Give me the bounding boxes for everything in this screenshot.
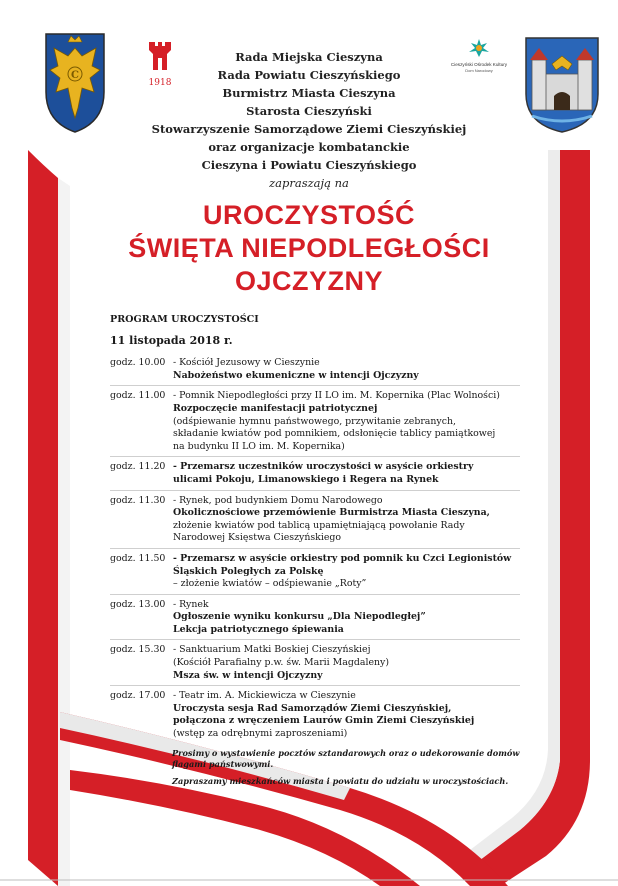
program-item-time: godz. 17.00 (110, 690, 166, 702)
program-item-line: Ogłoszenie wyniku konkursu „Dla Niepodległej” (173, 611, 426, 623)
program-item-time: godz. 13.00 (110, 598, 166, 610)
program-item-time: godz. 15.30 (110, 644, 166, 656)
organizer-line: oraz organizacje kombatanckie (208, 140, 410, 154)
program-item-line: - Przemarsz uczestników uroczystości w asyście orkiestry (173, 461, 474, 473)
program-date: 11 listopada 2018 r. (110, 333, 233, 347)
program-item-line: - Rynek, pod budynkiem Domu Narodowego (173, 494, 383, 506)
organizer-line: Rada Powiatu Cieszyńskiego (217, 68, 401, 82)
organizer-line: Burmistrz Miasta Cieszyna (222, 86, 396, 100)
program-item (110, 548, 520, 594)
program-title: PROGRAM UROCZYSTOŚCI (110, 314, 259, 325)
program-item-line: (odśpiewanie hymnu państwowego, przywitanie zebranych, (173, 415, 456, 427)
organizer-line: Stowarzyszenie Samorządowe Ziemi Cieszyńskiej (151, 122, 467, 136)
program-item (110, 456, 520, 489)
program-item (110, 594, 520, 640)
program-section (110, 314, 520, 793)
program-item (110, 639, 520, 685)
program-item-line: na budynku II LO im. M. Kopernika) (173, 440, 345, 452)
program-item-line: złożenie kwiatów pod tablicą upamiętniającą powołanie Rady (173, 519, 465, 531)
organizer-line: Rada Miejska Cieszyna (235, 50, 383, 64)
program-item (110, 353, 520, 385)
cok-name: Cieszyński Ośrodek Kultury (450, 62, 508, 67)
program-item-line: Lekcja patriotycznego śpiewania (173, 623, 344, 635)
program-item-line: (Kościół Parafialny p.w. św. Marii Magdaleny) (173, 657, 389, 669)
note-invitation: Zapraszamy mieszkańców miasta i powiatu do udziału w uroczystościach. (172, 775, 509, 786)
program-item-line: Rozpoczęcie manifestacji patriotycznej (173, 402, 378, 414)
program-notes (110, 748, 520, 787)
program-item-time: godz. 11.30 (110, 494, 166, 506)
program-item-line: - Przemarsz w asyście orkiestry pod pomnik ku Czci Legionistów (173, 552, 512, 564)
program-list (110, 353, 520, 743)
note-flags: Prosimy o wystawienie pocztów sztandarowych oraz o udekorowanie domów flagami państwowymi. (172, 747, 520, 769)
program-item-line: Śląskich Poległych za Polskę (173, 565, 324, 577)
program-item-line: – złożenie kwiatów – odśpiewanie „Roty” (173, 578, 367, 590)
title-line-2: ŚWIĘTA NIEPODLEGŁOŚCI (128, 233, 490, 263)
program-item-description (173, 461, 520, 486)
program-item-description (173, 690, 520, 740)
program-item-time: godz. 11.20 (110, 461, 166, 473)
program-item-description (173, 599, 520, 637)
program-item-line: Msza św. w intencji Ojczyzny (173, 669, 323, 681)
program-item (110, 385, 520, 456)
program-item-line: - Rynek (173, 598, 209, 610)
program-item-line: ulicami Pokoju, Limanowskiego i Regera na Rynek (173, 473, 439, 485)
title-line-3: OJCZYZNY (234, 266, 384, 296)
program-item-line: Uroczysta sesja Rad Samorządów Ziemi Cieszyńskiej, (173, 702, 452, 714)
program-item-line: (wstęp za odrębnymi zaproszeniami) (173, 728, 348, 740)
cok-subname: Dom Narodowy (465, 68, 493, 73)
program-item-description (173, 390, 520, 453)
program-item-line: Nabożeństwo ekumeniczne w intencji Ojczyzny (173, 369, 419, 381)
organizers-block (0, 48, 618, 192)
program-item-time: godz. 11.50 (110, 552, 166, 564)
invite-text: zapraszają na (269, 176, 349, 190)
program-item-description (173, 553, 520, 591)
program-item-description (173, 495, 520, 545)
program-item-line: - Teatr im. A. Mickiewicza w Cieszynie (173, 690, 356, 702)
event-title (0, 199, 618, 298)
svg-text:C: C (71, 70, 79, 81)
badge-year: 1918 (148, 78, 172, 88)
program-item (110, 685, 520, 743)
program-item-line: - Pomnik Niepodległości przy II LO im. M. Kopernika (Plac Wolności) (173, 390, 500, 402)
program-item-line: - Kościół Jezusowy w Cieszynie (173, 357, 320, 369)
program-item (110, 490, 520, 548)
program-item-line: Narodowej Księstwa Cieszyńskiego (173, 532, 342, 544)
organizer-line: Starosta Cieszyński (246, 104, 372, 118)
program-item-line: połączona z wręczeniem Laurów Gmin Ziemi Cieszyńskiej (173, 715, 475, 727)
program-item-line: - Sanktuarium Matki Boskiej Cieszyńskiej (173, 644, 371, 656)
program-item-time: godz. 11.00 (110, 390, 166, 402)
title-line-1: UROCZYSTOŚĆ (202, 200, 416, 230)
program-item-time: godz. 10.00 (110, 357, 166, 369)
program-item-line: składanie kwiatów pod pomnikiem, odsłonięcie tablicy pamiątkowej (173, 428, 496, 440)
organizer-line: Cieszyna i Powiatu Cieszyńskiego (201, 158, 417, 172)
program-item-line: Okolicznościowe przemówienie Burmistrza Miasta Cieszyna, (173, 507, 490, 519)
program-item-description (173, 644, 520, 682)
program-item-description (173, 357, 520, 382)
